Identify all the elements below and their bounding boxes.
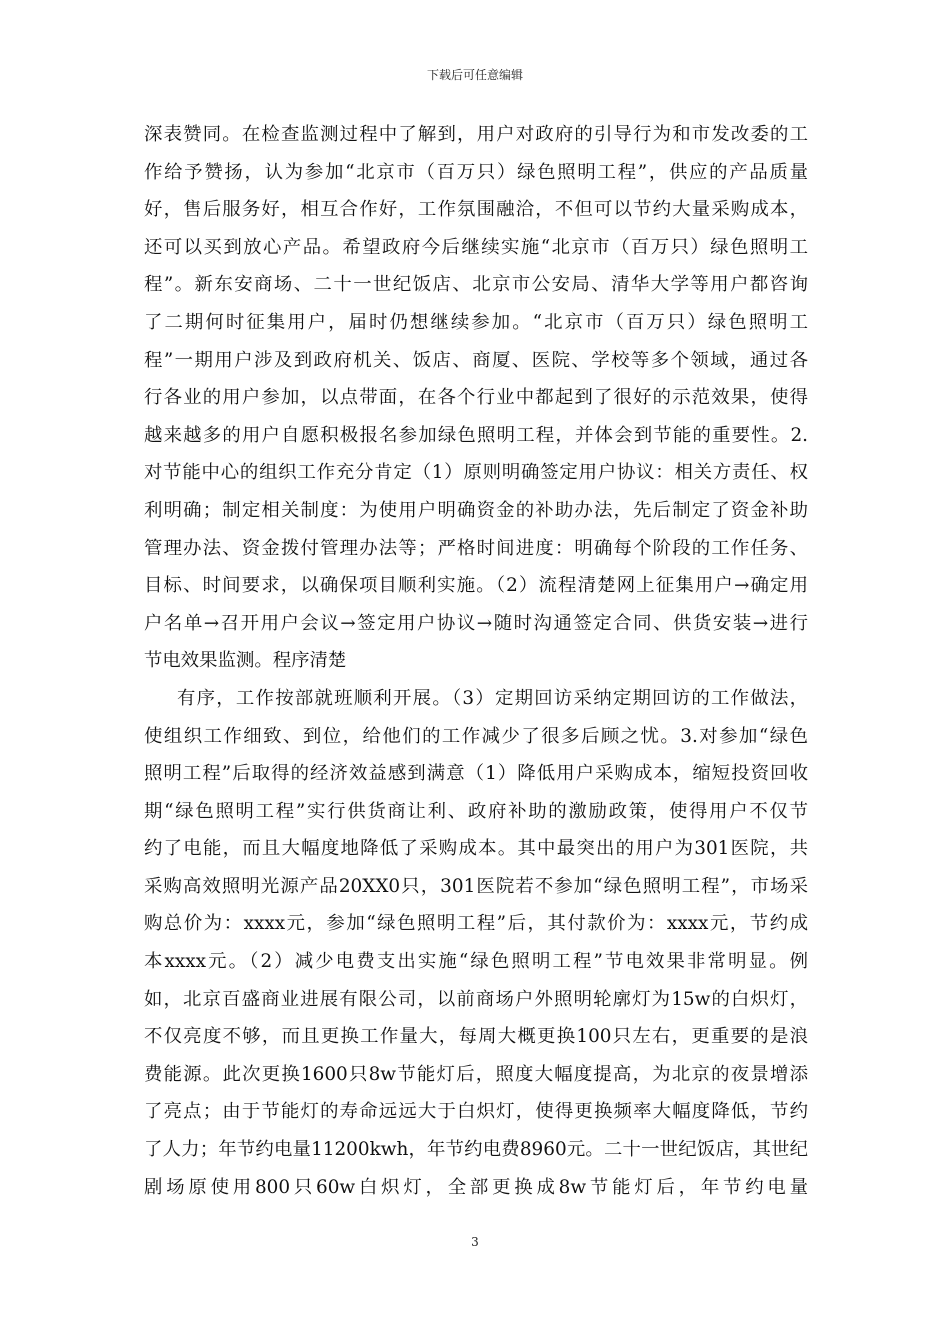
text-line: 不仅亮度不够，而且更换工作量大，每周大概更换100只左右，更重要的是浪 xyxy=(144,1026,808,1048)
paragraph-2 xyxy=(144,680,808,1206)
text-line: 采购高效照明光源产品20XX0只，301医院若不参加“绿色照明工程”，市场采 xyxy=(144,875,808,897)
text-line: 还可以买到放心产品。希望政府今后继续实施“北京市（百万只）绿色照明工 xyxy=(144,236,808,258)
text-line: 程”。新东安商场、二十一世纪饭店、北京市公安局、清华大学等用户都咨询 xyxy=(144,274,808,296)
text-line: 了二期何时征集用户，届时仍想继续参加。“北京市（百万只）绿色照明工 xyxy=(144,311,808,333)
text-line: 作给予赞扬，认为参加“北京市（百万只）绿色照明工程”，供应的产品质量 xyxy=(144,161,808,183)
text-line: 越来越多的用户自愿积极报名参加绿色照明工程，并体会到节能的重要性。2. xyxy=(144,424,808,446)
text-line: 目标、时间要求，以确保项目顺利实施。（2）流程清楚网上征集用户→确定用 xyxy=(144,575,808,597)
text-line: 有序，工作按部就班顺利开展。（3）定期回访采纳定期回访的工作做法， xyxy=(177,687,808,709)
text-line: 使组织工作细致、到位，给他们的工作减少了很多后顾之忧。3.对参加“绿色 xyxy=(144,725,808,747)
text-line: 期“绿色照明工程”实行供货商让利、政府补助的激励政策，使得用户不仅节 xyxy=(144,800,808,822)
page-number: 3 xyxy=(471,1235,479,1249)
text-line: 深表赞同。在检查监测过程中了解到，用户对政府的引导行为和市发改委的工 xyxy=(144,124,808,145)
text-line: 户名单→召开用户会议→签定用户协议→随时沟通签定合同、供货安装→进行 xyxy=(144,612,808,634)
text-line: 了人力；年节约电量11200kwh，年节约电费8960元。二十一世纪饭店，其世纪 xyxy=(144,1139,808,1161)
page-header: 下载后可任意编辑 xyxy=(426,68,523,82)
text-line: 费能源。此次更换1600只8w节能灯后，照度大幅度提高，为北京的夜景增添 xyxy=(144,1063,808,1085)
text-line: 如，北京百盛商业进展有限公司，以前商场户外照明轮廓灯为15w的白炽灯， xyxy=(144,988,808,1010)
text-line: 购总价为：xxxx元，参加“绿色照明工程”后，其付款价为：xxxx元，节约成 xyxy=(144,913,808,935)
text-line: 本xxxx元。（2）减少电费支出实施“绿色照明工程”节电效果非常明显。例 xyxy=(144,951,808,973)
text-line: 了亮点；由于节能灯的寿命远远大于白炽灯，使得更换频率大幅度降低，节约 xyxy=(144,1101,808,1123)
text-line: 好，售后服务好，相互合作好，工作氛围融洽，不但可以节约大量采购成本， xyxy=(144,199,808,221)
text-line: 行各业的用户参加，以点带面，在各个行业中都起到了很好的示范效果，使得 xyxy=(144,387,808,409)
text-line: 节电效果监测。程序清楚 xyxy=(144,650,347,672)
text-line: 对节能中心的组织工作充分肯定（1）原则明确签定用户协议：相关方责任、权 xyxy=(144,462,808,484)
text-line: 程”一期用户涉及到政府机关、饭店、商厦、医院、学校等多个领域，通过各 xyxy=(144,349,808,371)
text-line: 利明确；制定相关制度：为使用户明确资金的补助办法，先后制定了资金补助 xyxy=(144,499,808,521)
text-line: 约了电能，而且大幅度地降低了采购成本。其中最突出的用户为301医院，共 xyxy=(144,838,808,860)
text-line: 剧场原使用800只60w白炽灯，全部更换成8w节能灯后，年节约电量 xyxy=(144,1176,808,1198)
body-text xyxy=(144,116,808,1206)
paragraph-1 xyxy=(144,116,808,680)
text-line: 照明工程”后取得的经济效益感到满意（1）降低用户采购成本，缩短投资回收 xyxy=(144,763,808,785)
text-line: 管理办法、资金拨付管理办法等；严格时间进度：明确每个阶段的工作任务、 xyxy=(144,537,808,559)
